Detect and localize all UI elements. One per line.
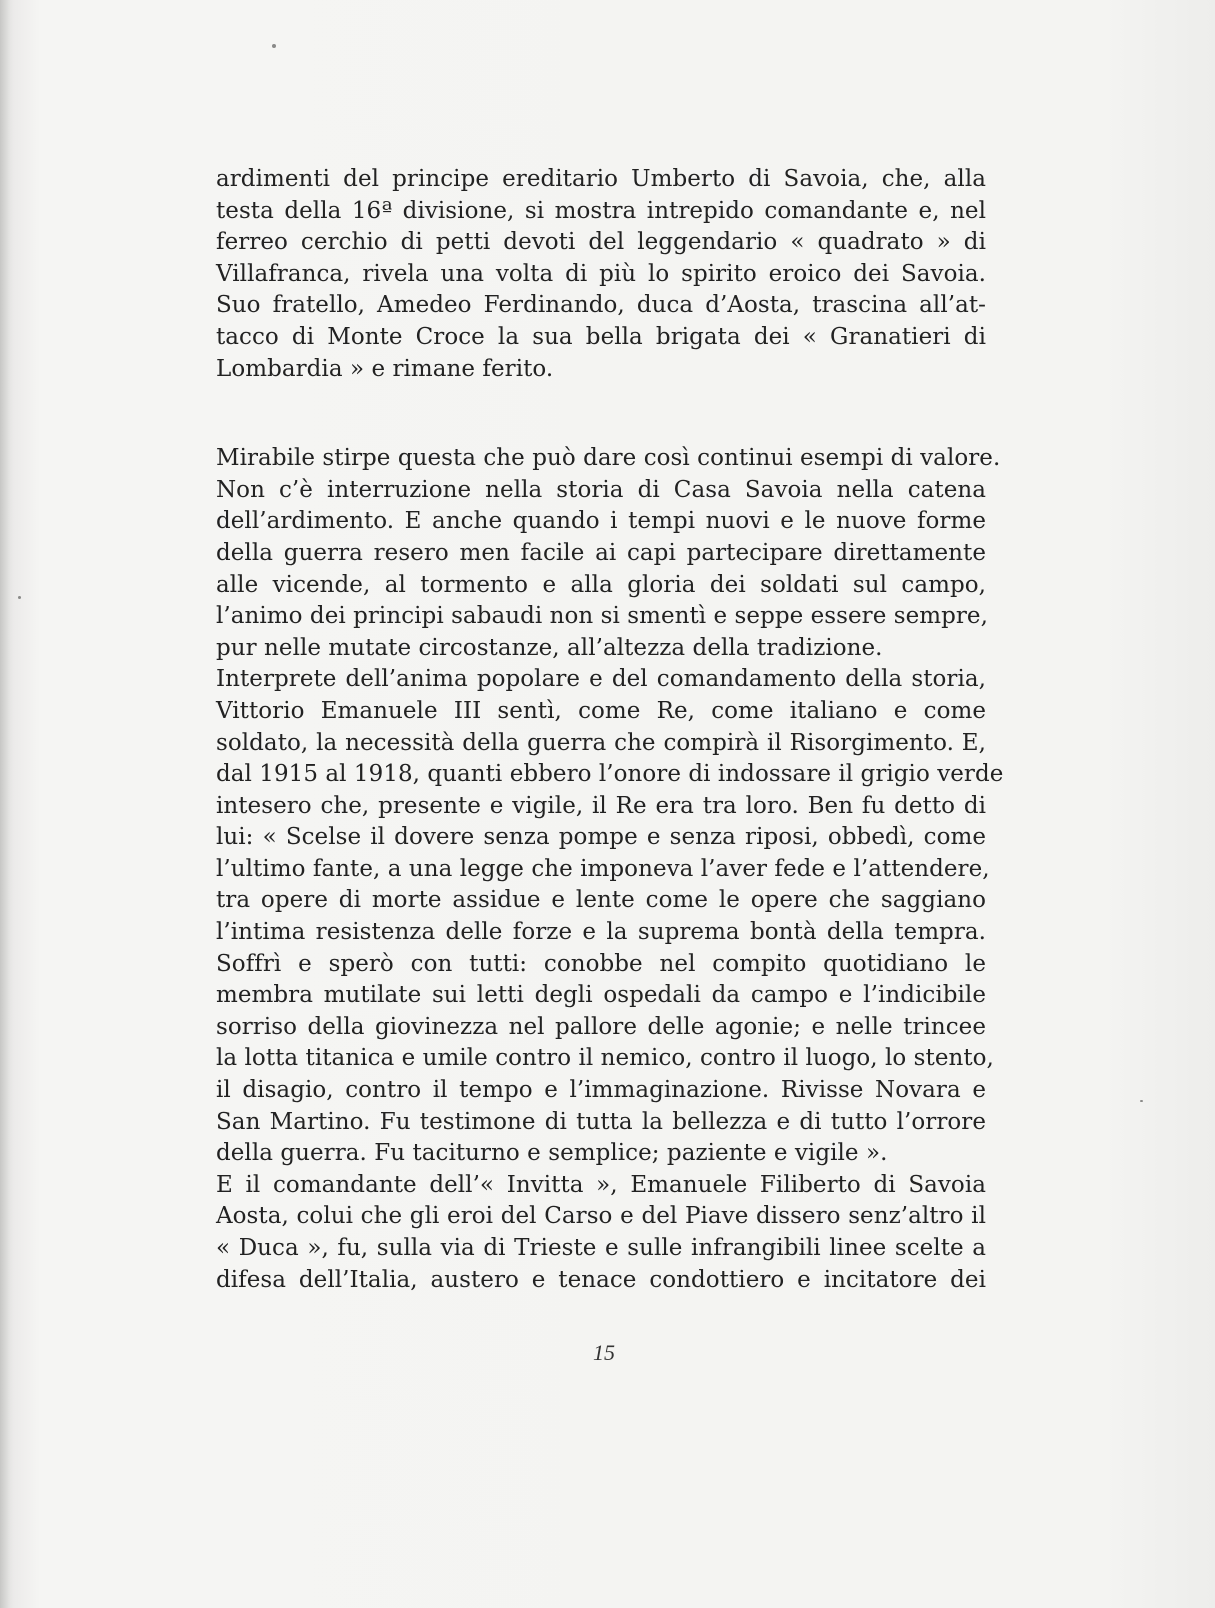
text-line: « Duca », fu, sulla via di Trieste e sulle infrangibili linee scelte a: [216, 1235, 986, 1261]
text-line: sorriso della giovinezza nel pallore delle agonie; e nelle trincee: [216, 1013, 986, 1040]
text-line: l’intima resistenza delle forze e la suprema bontà della tempra.: [216, 919, 986, 946]
text-line: ferreo cerchio di petti devoti del leggendario « quadrato » di: [216, 229, 986, 256]
text-line: l’ultimo fante, a una legge che imponeva l’aver fede e l’attendere,: [216, 855, 990, 882]
paper-speck: [272, 44, 276, 48]
binding-shadow: [0, 0, 10, 1608]
text-line: Non c’è interruzione nella storia di Casa Savoia nella catena: [216, 476, 986, 503]
paragraph-gap: [216, 385, 986, 443]
text-line: Vittorio Emanuele III sentì, come Re, come italiano e come: [216, 697, 986, 724]
text-line: Mirabile stirpe questa che può dare così continui esempi di valore.: [216, 445, 1001, 472]
text-line: il disagio, contro il tempo e l’immaginazione. Rivisse Novara e: [216, 1077, 986, 1104]
text-line: intesero che, presente e vigile, il Re era tra loro. Ben fu detto di: [216, 792, 986, 819]
paper-speck: [1140, 1100, 1143, 1102]
paper-speck: [18, 596, 21, 599]
page-number: 15: [593, 1340, 615, 1365]
text-line: della guerra resero men facile ai capi partecipare direttamente: [216, 539, 986, 566]
text-line: soldato, la necessità della guerra che compirà il Risorgimento. E,: [216, 729, 986, 756]
text-line: Villafranca, rivela una volta di più lo spirito eroico dei Savoia.: [216, 260, 986, 287]
text-line: testa della 16ª divisione, si mostra intrepido comandante e, nel: [216, 197, 986, 224]
text-line: tra opere di morte assidue e lente come le opere che saggiano: [216, 887, 986, 914]
text-line: membra mutilate sui letti degli ospedali da campo e l’indicibile: [216, 982, 986, 1009]
text-line: Suo fratello, Amedeo Ferdinando, duca d’Aosta, trascina all’at-: [216, 292, 986, 319]
text-line: dal 1915 al 1918, quanti ebbero l’onore di indossare il grigio verde: [216, 761, 1004, 788]
text-line: la lotta titanica e umile contro il nemico, contro il luogo, lo stento,: [216, 1045, 994, 1072]
body-text: [216, 164, 1004, 1296]
text-line: l’animo dei principi sabaudi non si smentì e seppe essere sempre,: [216, 603, 988, 630]
text-line: pur nelle mutate circostanze, all’altezza della tradizione.: [216, 634, 883, 661]
text-line: dell’ardimento. E anche quando i tempi nuovi e le nuove forme: [216, 508, 986, 535]
text-line: della guerra. Fu taciturno e semplice; paziente e vigile ».: [216, 1140, 888, 1167]
text-line: ardimenti del principe ereditario Umberto di Savoia, che, alla: [216, 166, 986, 192]
text-line: San Martino. Fu testimone di tutta la bellezza e di tutto l’orrore: [216, 1108, 986, 1135]
text-line: tacco di Monte Croce la sua bella brigata dei « Granatieri di: [216, 323, 986, 350]
text-line: lui: « Scelse il dovere senza pompe e senza riposi, obbedì, come: [216, 824, 986, 851]
text-line: alle vicende, al tormento e alla gloria dei soldati sul campo,: [216, 571, 986, 598]
text-line: Interprete dell’anima popolare e del comandamento della storia,: [216, 666, 986, 693]
text-line: Soffrì e sperò con tutti: conobbe nel compito quotidiano le: [216, 950, 986, 977]
text-line: Lombardia » e rimane ferito.: [216, 355, 554, 382]
text-line: difesa dell’Italia, austero e tenace condottiero e incitatore dei: [216, 1266, 986, 1293]
text-line: Aosta, colui che gli eroi del Carso e del Piave dissero senz’altro il: [216, 1203, 986, 1230]
text-line: E il comandante dell’« Invitta », Emanuele Filiberto di Savoia: [216, 1171, 986, 1198]
